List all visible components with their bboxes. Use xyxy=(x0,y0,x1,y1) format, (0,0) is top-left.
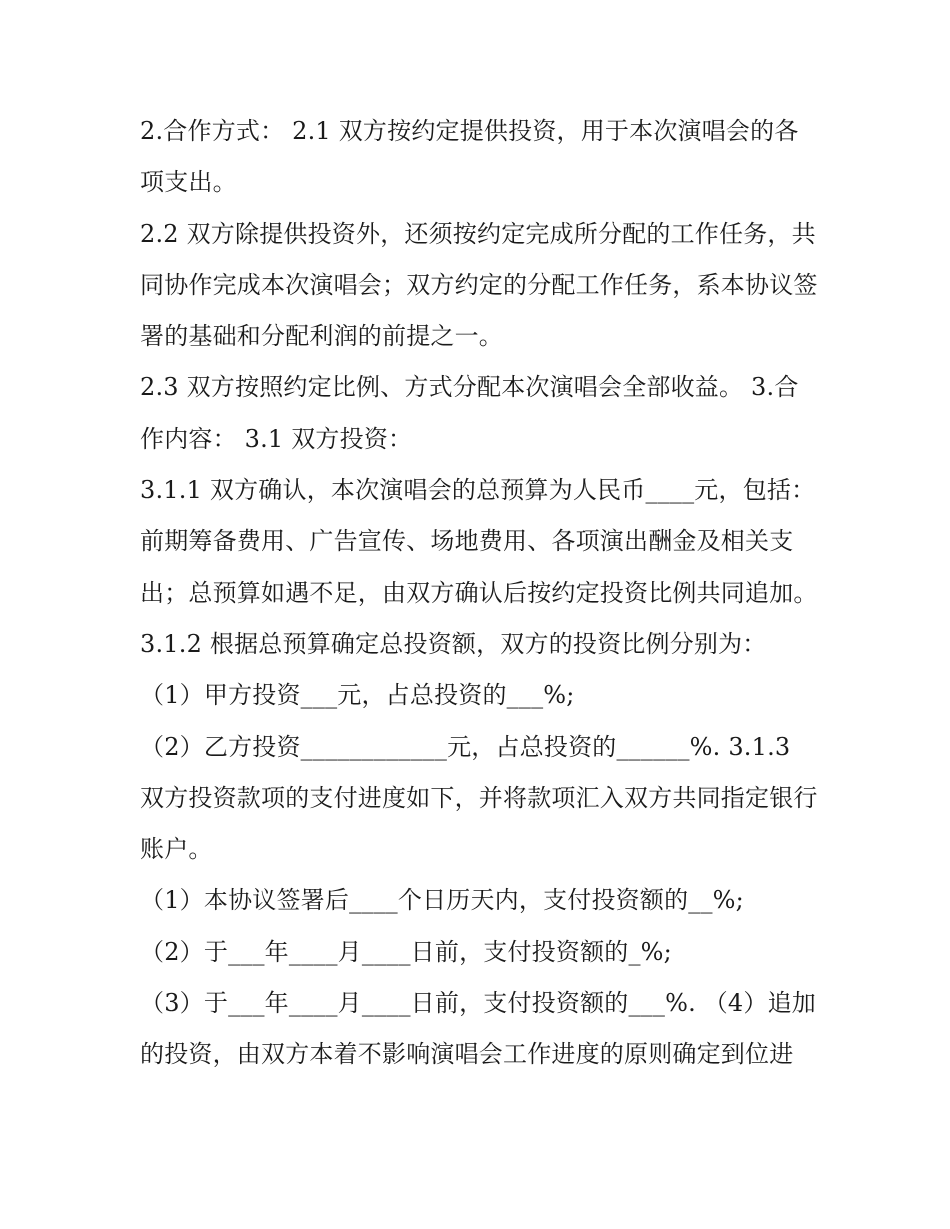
document-body xyxy=(140,106,820,1081)
paragraph-payment-step-2: （2）于___年____月____日前，支付投资额的_%; xyxy=(140,937,672,966)
paragraph-investment-ratio: 3.1.2 根据总预算确定总投资额，双方的投资比例分别为： xyxy=(140,629,767,658)
paragraph-profit-distribution: 2.3 双方按照约定比例、方式分配本次演唱会全部收益。 3.合作内容： 3.1 双方投资： xyxy=(140,373,799,453)
paragraph-work-tasks: 2.2 双方除提供投资外，还须按约定完成所分配的工作任务，共同协作完成本次演唱会；双方约定的分配工作任务，系本协议签署的基础和分配利润的前提之一。 xyxy=(140,219,818,351)
paragraph-cooperation-method: 2.合作方式： 2.1 双方按约定提供投资，用于本次演唱会的各项支出。 xyxy=(140,117,799,197)
paragraph-total-budget: 3.1.1 双方确认，本次演唱会的总预算为人民币____元，包括：前期筹备费用、广告宣传、场地费用、各项演出酬金及相关支出；总预算如遇不足，由双方确认后按约定投资比例共同追加。 xyxy=(140,476,818,607)
paragraph-party-a-investment: （1）甲方投资___元，占总投资的___%; xyxy=(140,681,575,710)
paragraph-payment-step-1: （1）本协议签署后____个日历天内，支付投资额的__%; xyxy=(140,886,744,915)
paragraph-party-b-investment: （2）乙方投资____________元，占总投资的______%. 3.1.3 双方投资款项的支付进度如下，并将款项汇入双方共同指定银行账户。 xyxy=(140,732,818,864)
paragraph-payment-step-3: （3）于___年____月____日前，支付投资额的___%. （4）追加的投资，由双方本着不影响演唱会工作进度的原则确定到位进 xyxy=(140,989,817,1069)
